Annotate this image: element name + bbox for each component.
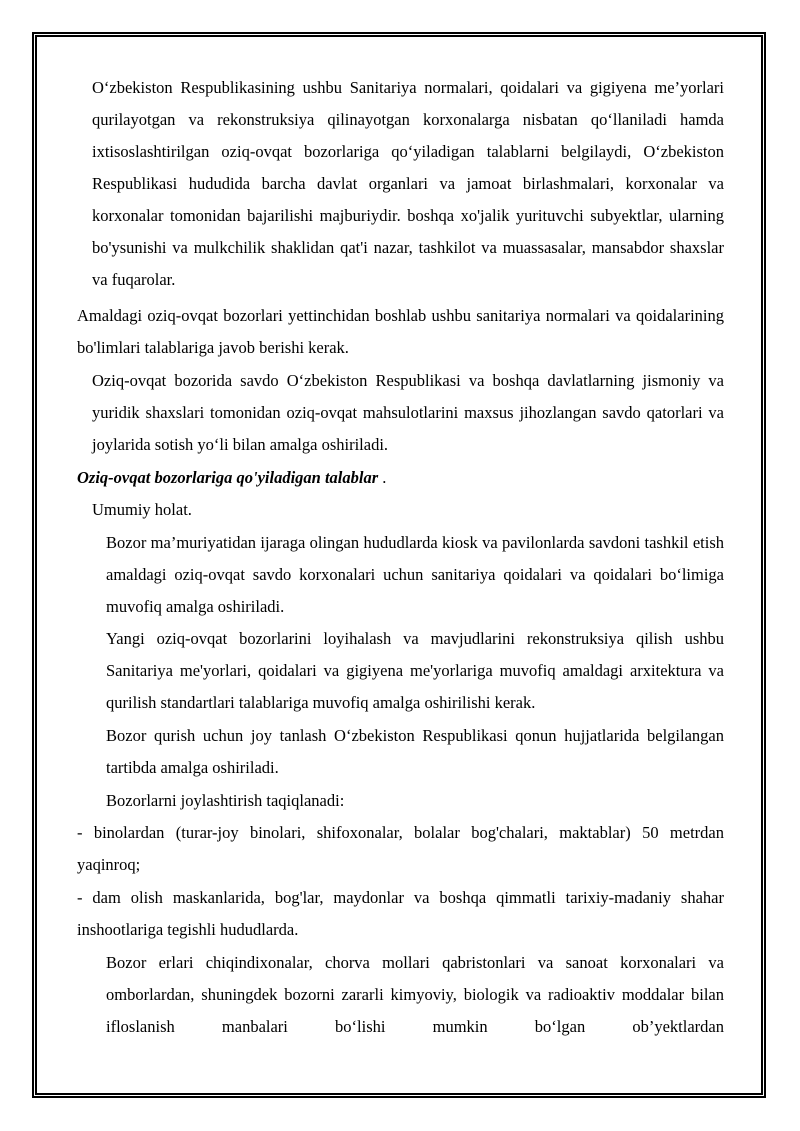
paragraph-site-selection: Bozor qurish uchun joy tanlash O‘zbekiston Respublikasi qonun hujjatlarida belgilangan tartibda amalga oshiriladi.: [106, 726, 724, 777]
paragraph-kiosks: Bozor ma’muriyatidan ijaraga olingan hududlarda kiosk va pavilonlarda savdoni tashkil etish amaldagi oziq-ovqat savdo korxonalari uchun sanitariya qoidalari va qoidalari bo‘limiga muvofiq amalga oshiriladi.: [106, 533, 724, 616]
paragraph-scope: O‘zbekiston Respublikasining ushbu Sanitariya normalari, qoidalari va gigiyena me’yorlari qurilayotgan va rekonstruksiya qilinayotgan korxonalarga nisbatan qo‘llaniladi hamda ixtisoslashtirilgan oziq-ovqat bozorlariga qo‘yiladigan talablarni belgilaydi, O‘zbekiston Respublikasi hududida barcha davlat organlari va jamoat birlashmalari, korxonalar va korxonalar tomonidan bajarilishi majburiydir. boshqa xo'jalik yurituvchi subyektlar, ularning bo'ysunishi va mulkchilik shaklidan qat'i nazar, tashkilot va muassasalar, mansabdor shaxslar va fuqarolar.: [92, 78, 724, 289]
list-item-buildings: - binolardan (turar-joy binolari, shifoxonalar, bolalar bog'chalari, maktablar) 50 metrdan yaqinroq;: [77, 823, 724, 874]
paragraph-existing-markets: Amaldagi oziq-ovqat bozorlari yettinchidan boshlab ushbu sanitariya normalari va qoidalarining bo'limlari talablariga javob berishi kerak.: [77, 306, 724, 357]
section-heading-text: Oziq-ovqat bozorlariga qo'yiladigan talablar: [77, 468, 379, 487]
paragraph-trade: Oziq-ovqat bozorida savdo O‘zbekiston Respublikasi va boshqa davlatlarning jismoniy va yuridik shaxslari tomonidan oziq-ovqat mahsulotlarini maxsus jihozlangan savdo qatorlari va joylarida sotish yo‘li bilan amalga oshiriladi.: [92, 371, 724, 454]
paragraph-design: Yangi oziq-ovqat bozorlarini loyihalash va mavjudlarini rekonstruksiya qilish ushbu Sanitariya me'yorlari, qoidalari va gigiyena me'yorlariga muvofiq amaldagi arxitektura va qurilish standartlari talablariga muvofiq amalga oshirilishi kerak.: [106, 629, 724, 712]
subheading-general: Umumiy holat.: [92, 500, 192, 519]
section-heading: [77, 462, 386, 494]
section-heading-suffix: .: [378, 468, 387, 487]
list-item-recreation: - dam olish maskanlarida, bog'lar, maydonlar va boshqa qimmatli tarixiy-madaniy shahar inshootlariga tegishli hududlarda.: [77, 888, 724, 939]
paragraph-land: Bozor erlari chiqindixonalar, chorva mollari qabristonlari va sanoat korxonalari va omborlardan, shuningdek bozorni zararli kimyoviy, biologik va radioaktiv moddalar bilan ifloslanish manbalari bo‘lishi mumkin bo‘lgan ob’yektlardan: [106, 953, 724, 1036]
paragraph-prohibited: Bozorlarni joylashtirish taqiqlanadi:: [106, 791, 345, 810]
